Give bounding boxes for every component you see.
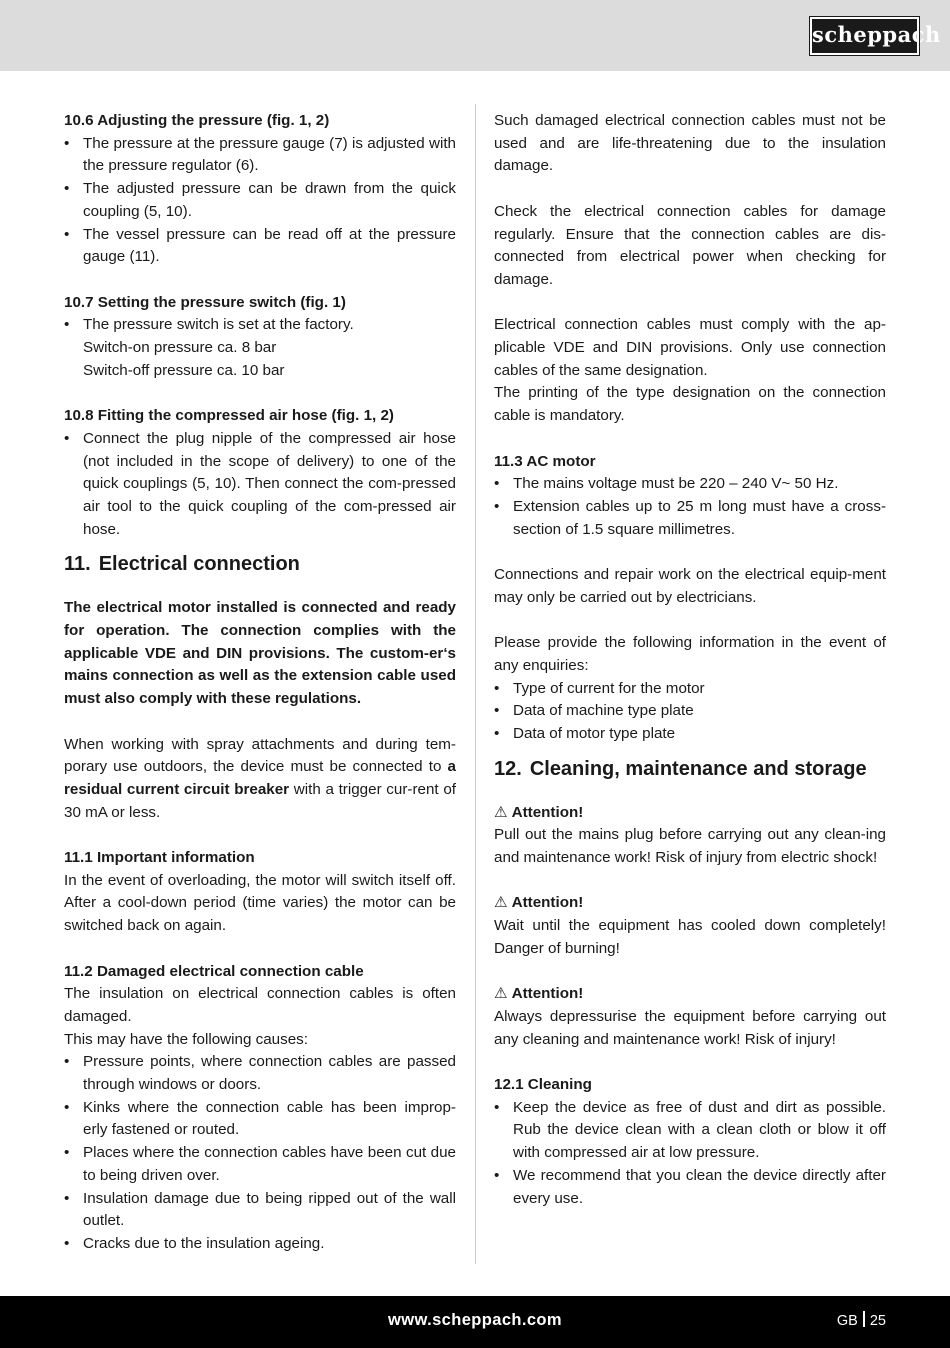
type-designation-text: The printing of the type designation on the connection cable is mandatory. — [494, 384, 886, 425]
check-cables-text: Check the electrical connection cables for damage regularly. Ensure that the connection cables are dis-connected from electrical power when checking for damage. — [494, 202, 886, 288]
heading-10-6: 10.6 Adjusting the pressure (fig. 1, 2) — [64, 112, 330, 129]
bullet-icon: • — [64, 1189, 70, 1207]
column-divider — [475, 104, 476, 1264]
bullet-icon: • — [64, 134, 70, 152]
switch-on-pressure: Switch-on pressure ca. 8 bar — [83, 339, 277, 357]
attention-text-3: Always depressurise the equipment before carrying out any cleaning and maintenance work! Risk of injury! — [494, 1007, 886, 1048]
list-item: • Insulation damage due to being ripped out of the wall outlet. — [64, 1189, 456, 1230]
list-item: • Pressure points, where connection cables are passed through windows or doors. — [64, 1053, 456, 1094]
switch-off-pressure: Switch-off pressure ca. 10 bar — [83, 361, 285, 379]
bullet-icon: • — [494, 475, 500, 493]
website-link[interactable]: www.scheppach.com — [388, 1311, 562, 1329]
heading-10-8: 10.8 Fitting the compressed air hose (fig. 1, 2) — [64, 407, 394, 425]
heading-12-1: 12.1 Cleaning — [494, 1076, 592, 1093]
cable-text-1: The insulation on electrical connection cables is often damaged. — [64, 985, 456, 1025]
attention-heading: ⚠ Attention! — [494, 892, 886, 915]
page-indicator — [837, 1310, 886, 1333]
warning-icon: ⚠ — [494, 803, 508, 821]
bullet-icon: • — [64, 1144, 70, 1162]
heading-12: 12. Cleaning, maintenance and storage — [494, 757, 867, 780]
bullet-icon: • — [64, 1098, 70, 1116]
left-column — [64, 110, 456, 1256]
bullet-icon: • — [494, 702, 500, 720]
heading-11-3: 11.3 AC motor — [494, 452, 596, 470]
bullet-icon: • — [494, 1098, 500, 1116]
list-item — [64, 314, 456, 382]
list-item: • The pressure at the pressure gauge (7) is adjusted with the pressure regulator (6). — [64, 134, 456, 175]
warning-icon: ⚠ — [494, 985, 508, 1003]
cable-text-2: This may have the following causes: — [64, 1030, 308, 1048]
list-item: • Kinks where the connection cable has been improp-erly fastened or routed. — [64, 1098, 456, 1139]
list-11-3 — [494, 473, 886, 541]
damaged-cable-warning: Such damaged electrical connection cables must not be used and are life-threatening due to the insulation damage. — [494, 112, 886, 175]
list-item: • Data of motor type plate — [494, 723, 886, 746]
heading-11: 11. Electrical connection — [64, 553, 300, 576]
list-item: • Keep the device as free of dust and dirt as possible. Rub the device clean with a clean cloth or blow it off with compressed air at low pressure. — [494, 1098, 886, 1162]
list-item: • We recommend that you clean the device directly after every use. — [494, 1166, 886, 1207]
bullet-icon: • — [64, 1234, 70, 1252]
scheppach-logo: scheppach — [810, 17, 919, 55]
enquiry-intro: Please provide the following information in the event of any enquiries: — [494, 634, 886, 674]
bullet-icon: • — [494, 1166, 500, 1184]
list-item: • The adjusted pressure can be drawn from the quick coupling (5, 10). — [64, 180, 456, 220]
heading-11-1: 11.1 Important information — [64, 849, 255, 867]
right-column — [494, 110, 886, 1210]
attention-text-1: Pull out the mains plug before carrying out any clean-ing and maintenance work! Risk of injury from electric shock! — [494, 826, 886, 867]
heading-10-7: 10.7 Setting the pressure switch (fig. 1) — [64, 293, 346, 311]
list-12-1 — [494, 1097, 886, 1211]
attention-text-2: Wait until the equipment has cooled down completely! Danger of burning! — [494, 917, 886, 957]
pressure-switch-note: The pressure switch is set at the factory. — [83, 316, 354, 334]
bullet-icon: • — [64, 316, 70, 334]
list-10-7 — [64, 314, 456, 382]
list-item: • Places where the connection cables have been cut due to being driven over. — [64, 1144, 456, 1184]
list-item: • The mains voltage must be 220 – 240 V~ 50 Hz. — [494, 473, 886, 496]
top-bar — [0, 0, 950, 71]
electrician-note: Connections and repair work on the electrical equip-ment may only be carried out by electricians. — [494, 566, 886, 606]
spray-attachment-note: When working with spray attachments and during tem-porary use outdoors, the device must be connected to a residual current circuit breaker with a trigger cur-rent of 30 mA or less. — [64, 735, 456, 821]
bullet-icon: • — [494, 497, 500, 515]
heading-11-2: 11.2 Damaged electrical connection cable — [64, 962, 364, 980]
list-item: • Cracks due to the insulation ageing. — [64, 1233, 456, 1256]
bullet-icon: • — [494, 724, 500, 742]
list-item: • Extension cables up to 25 m long must have a cross-section of 1.5 square millimetres. — [494, 497, 886, 538]
list-10-8 — [64, 428, 456, 542]
bullet-icon: • — [64, 180, 70, 198]
list-item: • Connect the plug nipple of the compressed air hose (not included in the scope of delivery) to one of the quick couplings (5, 10). Then connect the com-pressed air tool to the quick coupling of the com-pressed air hose. — [64, 429, 456, 538]
list-item: • Type of current for the motor — [494, 678, 886, 701]
electrical-intro: The electrical motor installed is connected and ready for operation. The connection complies with the applicable VDE and DIN provisions. The custom-er‘s mains connection as well as the extension cable used must also comply with these regulations. — [64, 599, 456, 708]
bullet-icon: • — [494, 679, 500, 697]
important-info-text: In the event of overloading, the motor will switch itself off. After a cool-down period (time varies) the motor can be switched back on again. — [64, 871, 456, 935]
attention-heading: ⚠ Attention! — [494, 983, 886, 1006]
bullet-icon: • — [64, 429, 70, 447]
attention-heading: ⚠ Attention! — [494, 802, 886, 825]
separator — [863, 1311, 865, 1327]
list-10-6 — [64, 133, 456, 269]
page-number: 25 — [869, 1313, 886, 1329]
list-item: • The vessel pressure can be read off at the pressure gauge (11). — [64, 225, 456, 266]
list-11-2 — [64, 1051, 456, 1255]
language-code: GB — [836, 1313, 858, 1329]
bullet-icon: • — [64, 225, 70, 243]
list-item: • Data of machine type plate — [494, 700, 886, 723]
bullet-icon: • — [64, 1053, 70, 1071]
warning-icon: ⚠ — [494, 894, 508, 912]
footer-bar — [0, 1296, 950, 1348]
enquiry-list — [494, 678, 886, 746]
cable-compliance-text: Electrical connection cables must comply with the ap-plicable VDE and DIN provisions. Only use connection cables of the same designation. — [494, 316, 886, 379]
